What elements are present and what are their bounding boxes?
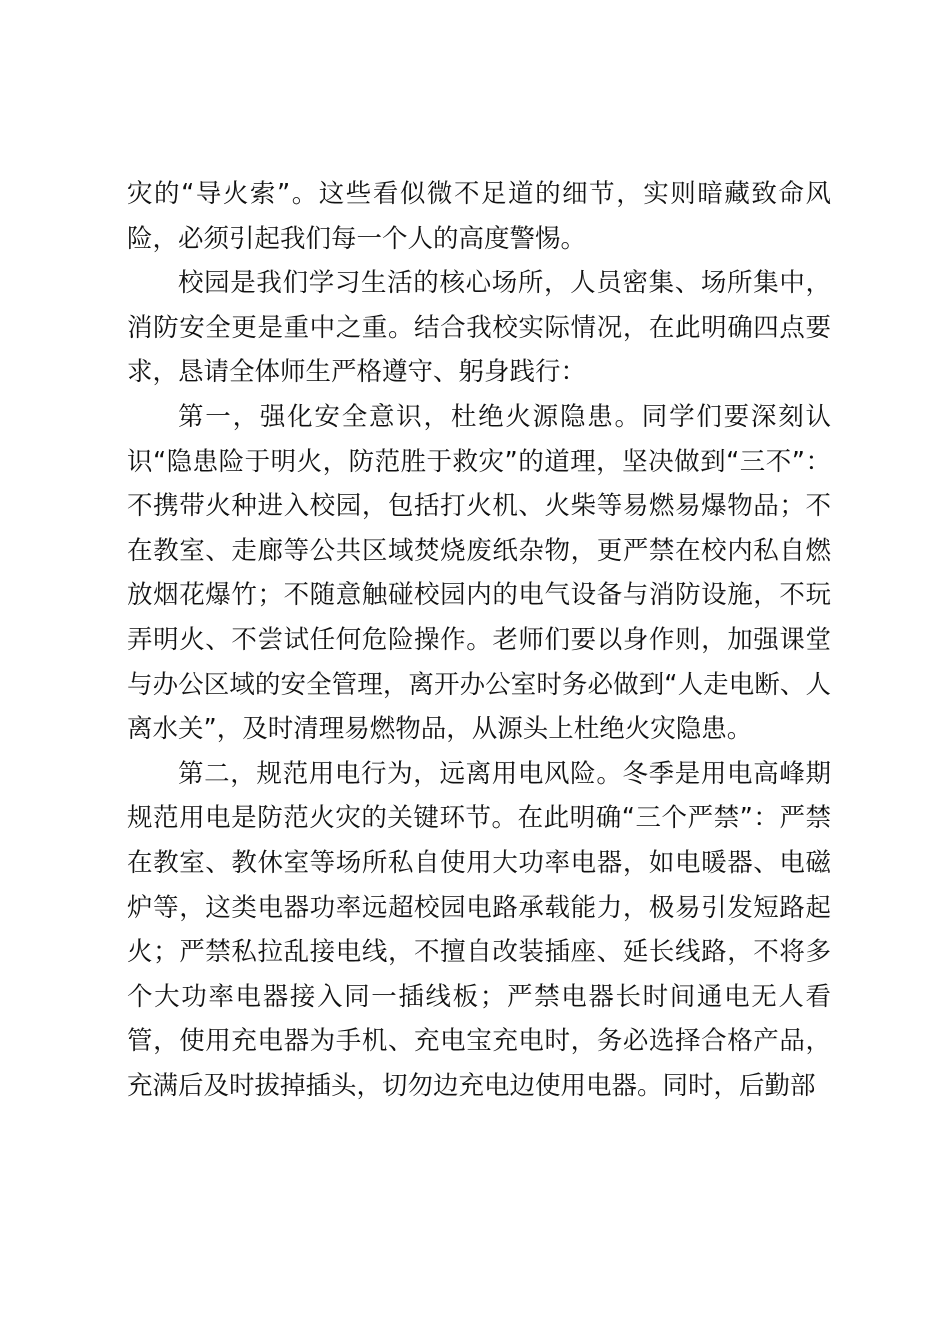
paragraph-2: 校园是我们学习生活的核心场所，人员密集、场所集中，消防安全更是重中之重。结合我校实际情况，在此明确四点要求，恳请全体师生严格遵守、躬身践行： xyxy=(127,268,831,388)
document-page xyxy=(127,172,831,1108)
paragraph-1: 灾的“导火索”。这些看似微不足道的细节，实则暗藏致命风险，必须引起我们每一个人的高度警惕。 xyxy=(127,179,831,254)
paragraph-3: 第一，强化安全意识，杜绝火源隐患。同学们要深刻认识“隐患险于明火，防范胜于救灾”的道理，坚决做到“三不”：不携带火种进入校园，包括打火机、火柴等易燃易爆物品；不在教室、走廊等公共区域焚烧废纸杂物，更严禁在校内私自燃放烟花爆竹；不随意触碰校园内的电气设备与消防设施，不玩弄明火、不尝试任何危险操作。老师们要以身作则，加强课堂与办公区域的安全管理，离开办公室时务必做到“人走电断、人离水关”，及时清理易燃物品，从源头上杜绝火灾隐患。 xyxy=(127,401,831,745)
paragraph-4: 第二，规范用电行为，远离用电风险。冬季是用电高峰期规范用电是防范火灾的关键环节。在此明确“三个严禁”：严禁在教室、教休室等场所私自使用大功率电器，如电暖器、电磁炉等，这类电器功率远超校园电路承载能力，极易引发短路起火；严禁私拉乱接电线，不擅自改装插座、延长线路，不将多个大功率电器接入同一插线板；严禁电器长时间通电无人看管，使用充电器为手机、充电宝充电时，务必选择合格产品，充满后及时拔掉插头，切勿边充电边使用电器。同时，后勤部 xyxy=(127,758,831,1101)
